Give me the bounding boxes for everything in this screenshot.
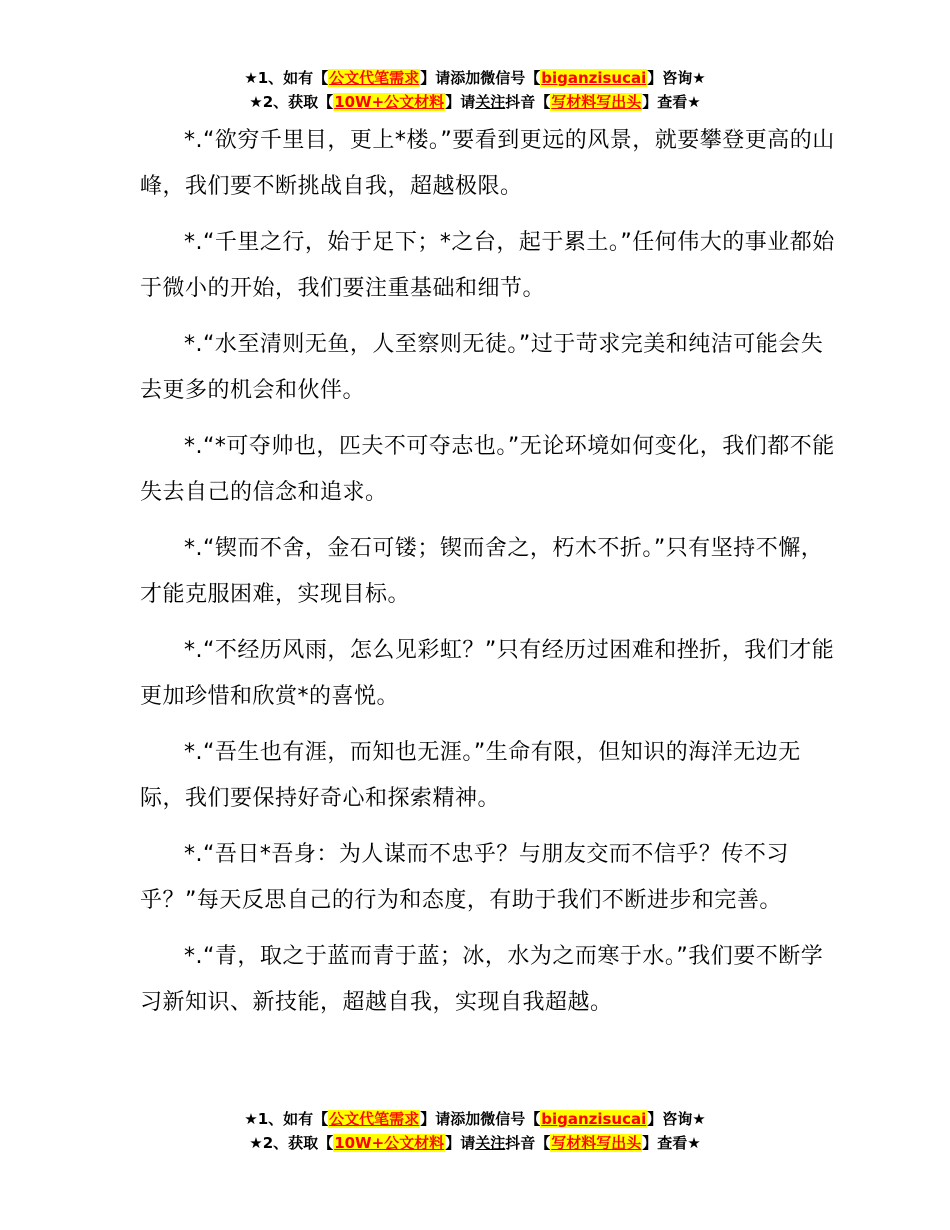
banner-underlined-text: 关注 (475, 93, 506, 111)
banner-text: 】咨询★ (647, 69, 706, 87)
banner-text: 】请 (445, 1134, 476, 1152)
banner-text: 】请 (445, 93, 476, 111)
banner-underlined-text: 关注 (475, 1134, 506, 1152)
header-banner (0, 66, 950, 114)
banner-text: ★1、如有【 (244, 69, 329, 87)
wechat-id-highlight: biganzisucai (541, 69, 647, 87)
banner-highlight: 10W+公文材料 (334, 93, 445, 111)
paragraph: *.“欲穷千里目，更上*楼。”要看到更远的风景，就要攀登更高的山峰，我们要不断挑战自我，超越极限。 (140, 128, 835, 199)
paragraph: *.“千里之行，始于足下；*之台，起于累土。”任何伟大的事业都始于微小的开始，我们要注重基础和细节。 (140, 230, 835, 301)
banner-text: ★2、获取【 (249, 93, 334, 111)
banner-text: ★1、如有【 (244, 1110, 329, 1128)
banner-line-1 (0, 1107, 950, 1131)
banner-highlight: 公文代笔需求 (329, 1110, 420, 1128)
banner-text: 】查看★ (642, 1134, 701, 1152)
paragraph: *.“水至清则无鱼，人至察则无徒。”过于苛求完美和纯洁可能会失去更多的机会和伙伴。 (140, 332, 824, 403)
wechat-id-highlight: biganzisucai (541, 1110, 647, 1128)
paragraph: *.“*可夺帅也，匹夫不可夺志也。”无论环境如何变化，我们都不能失去自己的信念和追求。 (140, 434, 835, 505)
banner-highlight: 写材料写出头 (551, 93, 642, 111)
banner-highlight: 写材料写出头 (551, 1134, 642, 1152)
banner-text: 】查看★ (642, 93, 701, 111)
paragraph: *.“青，取之于蓝而青于蓝；冰，水为之而寒于水。”我们要不断学习新知识、新技能，超越自我，实现自我超越。 (140, 944, 824, 1015)
footer-banner (0, 1107, 950, 1155)
banner-text: 】咨询★ (647, 1110, 706, 1128)
paragraph: *.“锲而不舍，金石可镂；锲而舍之，朽木不折。”只有坚持不懈，才能克服困难，实现目标。 (140, 536, 824, 607)
paragraph: *.“不经历风雨，怎么见彩虹？”只有经历过困难和挫折，我们才能更加珍惜和欣赏*的喜悦。 (140, 638, 835, 709)
banner-text: ★2、获取【 (249, 1134, 334, 1152)
document-body (140, 118, 840, 1036)
banner-line-2 (0, 1131, 950, 1155)
banner-line-1 (0, 66, 950, 90)
banner-line-2 (0, 90, 950, 114)
banner-text: 抖音【 (505, 93, 551, 111)
banner-text: 】请添加微信号【 (420, 69, 541, 87)
paragraph: *.“吾生也有涯，而知也无涯。”生命有限，但知识的海洋无边无际，我们要保持好奇心和探索精神。 (140, 740, 801, 811)
banner-text: 】请添加微信号【 (420, 1110, 541, 1128)
banner-highlight: 公文代笔需求 (329, 69, 420, 87)
banner-highlight: 10W+公文材料 (334, 1134, 445, 1152)
paragraph: *.“吾日*吾身：为人谋而不忠乎？与朋友交而不信乎？传不习乎？”每天反思自己的行为和态度，有助于我们不断进步和完善。 (140, 842, 789, 913)
banner-text: 抖音【 (505, 1134, 551, 1152)
